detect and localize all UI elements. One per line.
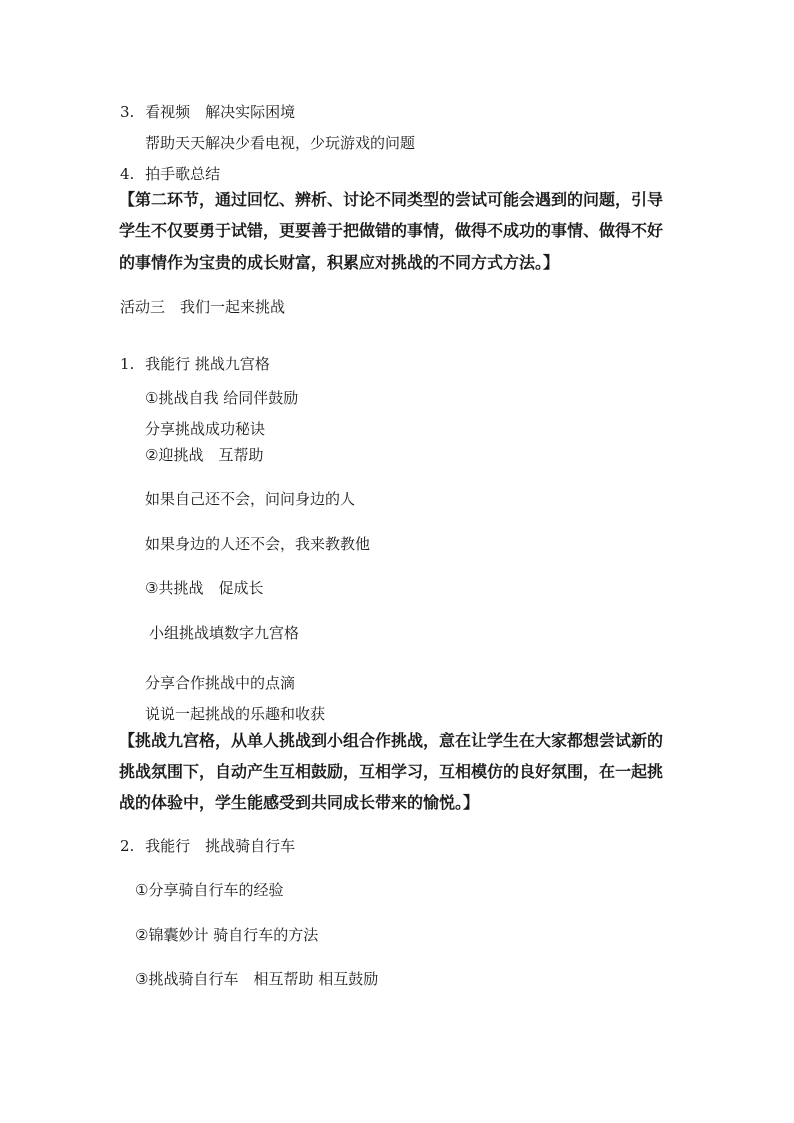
sub-item: ③共挑战 促成长 xyxy=(145,579,264,597)
section-title: 活动三 我们一起来挑战 xyxy=(120,298,286,316)
paragraph: 说说一起挑战的乐趣和收获 xyxy=(145,705,326,723)
list-item-1 xyxy=(120,354,270,374)
paragraph: 分享合作挑战中的点滴 xyxy=(145,674,296,692)
paragraph: 分享挑战成功秘诀 xyxy=(145,420,266,438)
note-line: 学生不仅要勇于试错，更要善于把做错的事情，做得不成功的事情、做得不好 xyxy=(119,221,664,240)
paragraph: 帮助天天解决少看电视，少玩游戏的问题 xyxy=(145,134,416,152)
list-item-2 xyxy=(120,836,295,856)
note-line: 的事情作为宝贵的成长财富，积累应对挑战的不同方式方法。】 xyxy=(119,253,560,272)
sub-item: ②迎挑战 互帮助 xyxy=(145,446,264,464)
sub-item: ②锦囊妙计 骑自行车的方法 xyxy=(135,926,319,944)
list-text: 看视频 解决实际困境 xyxy=(145,103,296,121)
sub-item: ③挑战骑自行车 相互帮助 相互鼓励 xyxy=(135,970,379,988)
list-number: 1. xyxy=(120,355,135,373)
list-number: 4. xyxy=(120,165,135,183)
paragraph: 如果自己还不会，问问身边的人 xyxy=(145,490,356,508)
note-line: 挑战氛围下，自动产生互相鼓励，互相学习，互相模仿的良好氛围，在一起挑 xyxy=(119,762,664,781)
list-text: 拍手歌总结 xyxy=(145,165,221,183)
list-item-4 xyxy=(120,164,220,184)
note-line: 战的体验中，学生能感受到共同成长带来的愉悦。】 xyxy=(119,793,480,812)
note-line: 【第二环节，通过回忆、辨析、讨论不同类型的尝试可能会遇到的问题，引导 xyxy=(119,190,664,209)
note-line: 【挑战九宫格，从单人挑战到小组合作挑战，意在让学生在大家都想尝试新的 xyxy=(119,731,664,750)
sub-item: ①分享骑自行车的经验 xyxy=(135,881,284,899)
list-number: 3. xyxy=(120,103,135,121)
paragraph: 小组挑战填数字九宫格 xyxy=(149,624,300,642)
list-item-3 xyxy=(120,102,295,122)
sub-item: ①挑战自我 给同伴鼓励 xyxy=(145,389,299,407)
paragraph: 如果身边的人还不会，我来教教他 xyxy=(145,535,371,553)
list-number: 2. xyxy=(120,837,135,855)
list-text: 我能行 挑战骑自行车 xyxy=(145,837,296,855)
list-text: 我能行 挑战九宫格 xyxy=(145,355,270,373)
